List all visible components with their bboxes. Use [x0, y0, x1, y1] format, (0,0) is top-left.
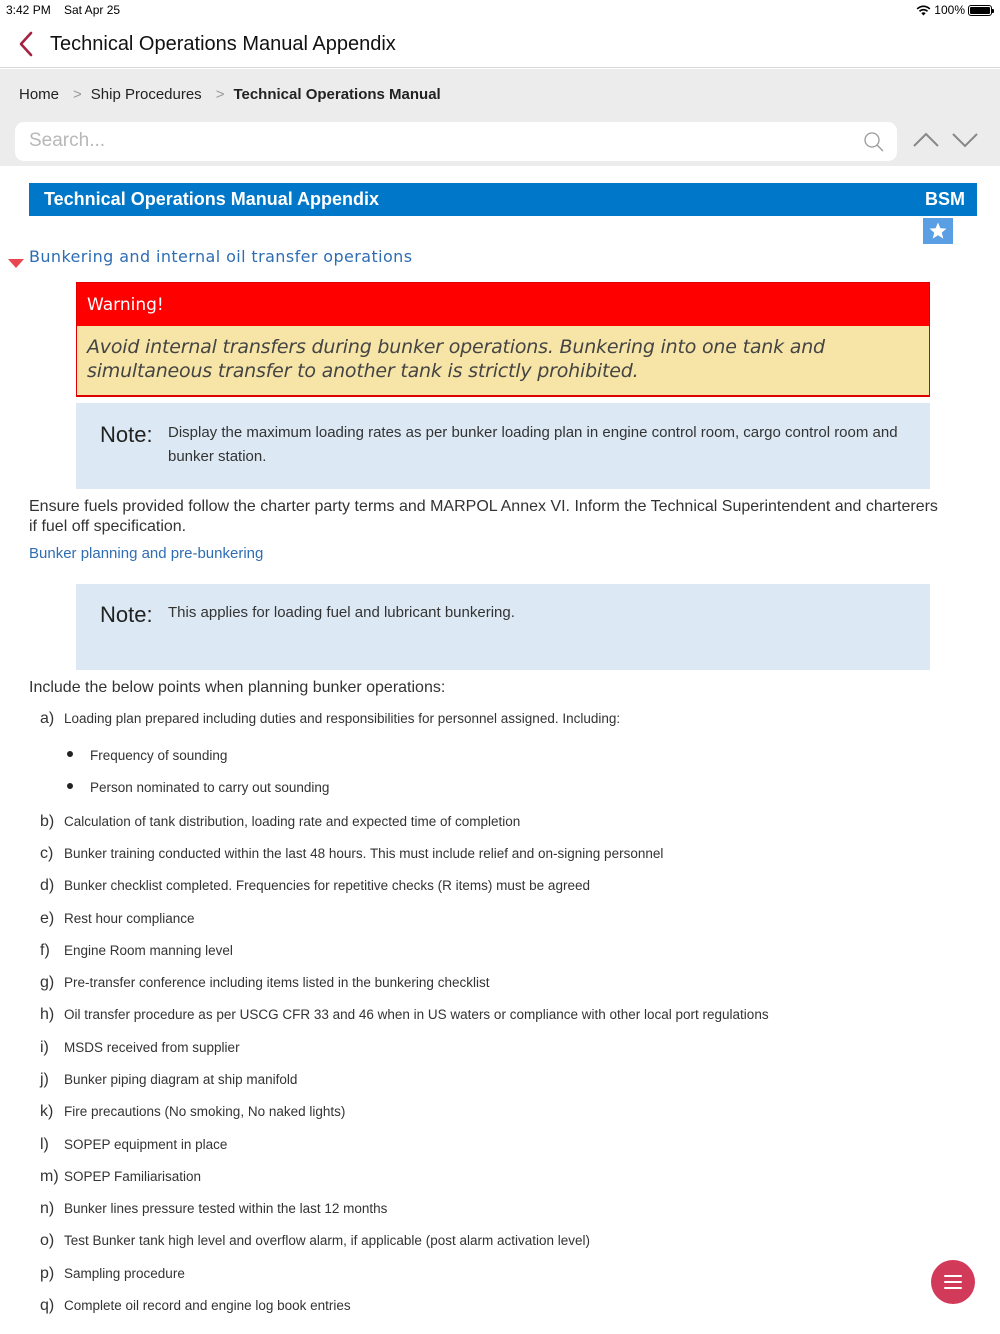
paragraph: Ensure fuels provided follow the charter party terms and MARPOL Annex VI. Inform the Technical Superintendent and charterers if fuel off specification. — [29, 498, 938, 535]
list-text: Bunker checklist completed. Frequencies for repetitive checks (R items) must be agreed — [64, 878, 590, 893]
list-marker: f) — [40, 942, 50, 959]
note-text: This applies for loading fuel and lubricant bunkering. — [168, 604, 515, 621]
list-item — [40, 710, 620, 728]
list-item — [40, 877, 590, 895]
page-title: Technical Operations Manual Appendix — [50, 33, 396, 55]
status-bar — [0, 0, 1000, 22]
note-box — [76, 584, 930, 670]
list-text: MSDS received from supplier — [64, 1040, 240, 1055]
list-marker: q) — [40, 1297, 55, 1314]
document-title: Technical Operations Manual Appendix — [44, 189, 380, 209]
note-label: Note: — [100, 422, 153, 447]
list-text: Pre-transfer conference including items listed in the bunkering checklist — [64, 975, 490, 990]
list-marker: d) — [40, 877, 55, 894]
list-marker: c) — [40, 845, 54, 862]
list-item — [40, 813, 520, 831]
status-date: Sat Apr 25 — [64, 3, 121, 17]
battery-percent: 100% — [934, 3, 965, 17]
list-item — [40, 1168, 201, 1186]
next-result-button[interactable] — [951, 129, 979, 151]
list-marker: a) — [40, 710, 55, 727]
search-icon[interactable] — [863, 131, 885, 153]
back-button[interactable] — [14, 30, 40, 58]
warning-box — [76, 282, 930, 397]
list-marker: i) — [40, 1039, 49, 1056]
favorite-button[interactable] — [923, 218, 953, 244]
breadcrumb — [0, 69, 1000, 119]
menu-icon-bar — [944, 1275, 962, 1277]
list-item — [40, 942, 233, 960]
warning-text: Avoid internal transfers during bunker operations. Bunkering into one tank and simultaneous transfer to another tank is strictly prohibited. — [77, 326, 929, 395]
document-header — [29, 183, 977, 216]
bullet-icon — [67, 751, 73, 757]
menu-icon-bar — [944, 1281, 962, 1283]
battery-icon — [968, 5, 992, 16]
list-marker: h) — [40, 1006, 55, 1023]
note-box — [76, 403, 930, 489]
warning-heading: Warning! — [77, 283, 929, 326]
breadcrumb-home[interactable]: Home — [19, 85, 60, 103]
list-item — [40, 1071, 297, 1089]
sublist-text: Person nominated to carry out sounding — [90, 780, 330, 795]
list-text: SOPEP equipment in place — [64, 1137, 228, 1152]
list-item — [40, 1265, 185, 1283]
menu-button[interactable] — [931, 1260, 975, 1304]
subsection-link[interactable]: Bunker planning and pre-bunkering — [29, 545, 264, 562]
chevron-right-icon: > — [215, 85, 225, 103]
list-marker: m) — [40, 1168, 59, 1185]
list-item — [40, 1039, 240, 1057]
list-text: Bunker training conducted within the last 48 hours. This must include relief and on-signing personnel — [64, 846, 664, 861]
list-text: Engine Room manning level — [64, 943, 233, 958]
list-item — [40, 1297, 351, 1315]
list-text: SOPEP Familiarisation — [64, 1169, 202, 1184]
list-item — [40, 1200, 387, 1218]
list-marker: k) — [40, 1103, 54, 1120]
section-toggle[interactable] — [8, 245, 412, 268]
caret-down-icon — [8, 259, 24, 268]
status-time: 3:42 PM — [6, 3, 51, 17]
list-marker: p) — [40, 1265, 55, 1282]
list-marker: n) — [40, 1200, 55, 1217]
list-item — [40, 1232, 590, 1250]
sublist-item — [67, 780, 329, 795]
search-input[interactable] — [29, 130, 849, 152]
list-item — [40, 974, 489, 992]
list-text: Sampling procedure — [64, 1266, 185, 1281]
sublist-text: Frequency of sounding — [90, 748, 228, 763]
list-marker: j) — [40, 1071, 49, 1088]
list-text: Calculation of tank distribution, loading rate and expected time of completion — [64, 814, 521, 829]
list-text: Test Bunker tank high level and overflow alarm, if applicable (post alarm activation level) — [64, 1233, 591, 1248]
list-text: Oil transfer procedure as per USCG CFR 33 and 46 when in US waters or compliance with other local port regulations — [64, 1007, 769, 1022]
list-marker: b) — [40, 813, 55, 830]
search-box — [15, 122, 897, 161]
search-row — [0, 119, 1000, 166]
list-item — [40, 1006, 769, 1024]
list-text: Complete oil record and engine log book entries — [64, 1298, 351, 1313]
star-icon — [928, 221, 948, 241]
wifi-icon — [916, 5, 931, 16]
bullet-icon — [67, 783, 73, 789]
list-text: Bunker lines pressure tested within the last 12 months — [64, 1201, 388, 1216]
sublist-item — [67, 748, 227, 763]
list-item — [40, 1103, 345, 1121]
list-item — [40, 910, 195, 928]
list-marker: e) — [40, 910, 55, 927]
paragraph: Include the below points when planning bunker operations: — [29, 679, 446, 696]
menu-icon-bar — [944, 1287, 962, 1289]
list-text: Loading plan prepared including duties and responsibilities for personnel assigned. Including: — [64, 711, 621, 726]
list-marker: g) — [40, 974, 55, 991]
list-marker: o) — [40, 1232, 55, 1249]
document-tag: BSM — [925, 189, 965, 209]
chevron-right-icon: > — [73, 85, 82, 103]
list-text: Fire precautions (No smoking, No naked lights) — [64, 1104, 346, 1119]
nav-bar — [0, 22, 1000, 68]
breadcrumb-technical-operations-manual[interactable]: Technical Operations Manual — [233, 85, 441, 103]
note-text: Display the maximum loading rates as per bunker loading plan in engine control room, cargo control room and bunker station. — [168, 424, 898, 465]
list-text: Rest hour compliance — [64, 911, 195, 926]
breadcrumb-ship-procedures[interactable]: Ship Procedures — [90, 85, 202, 103]
list-text: Bunker piping diagram at ship manifold — [64, 1072, 298, 1087]
previous-result-button[interactable] — [912, 129, 940, 151]
list-item — [40, 845, 663, 863]
section-title: Bunkering and internal oil transfer operations — [29, 247, 413, 266]
list-marker: l) — [40, 1136, 49, 1153]
note-label: Note: — [100, 602, 153, 627]
list-item — [40, 1136, 227, 1154]
status-right — [916, 3, 992, 17]
